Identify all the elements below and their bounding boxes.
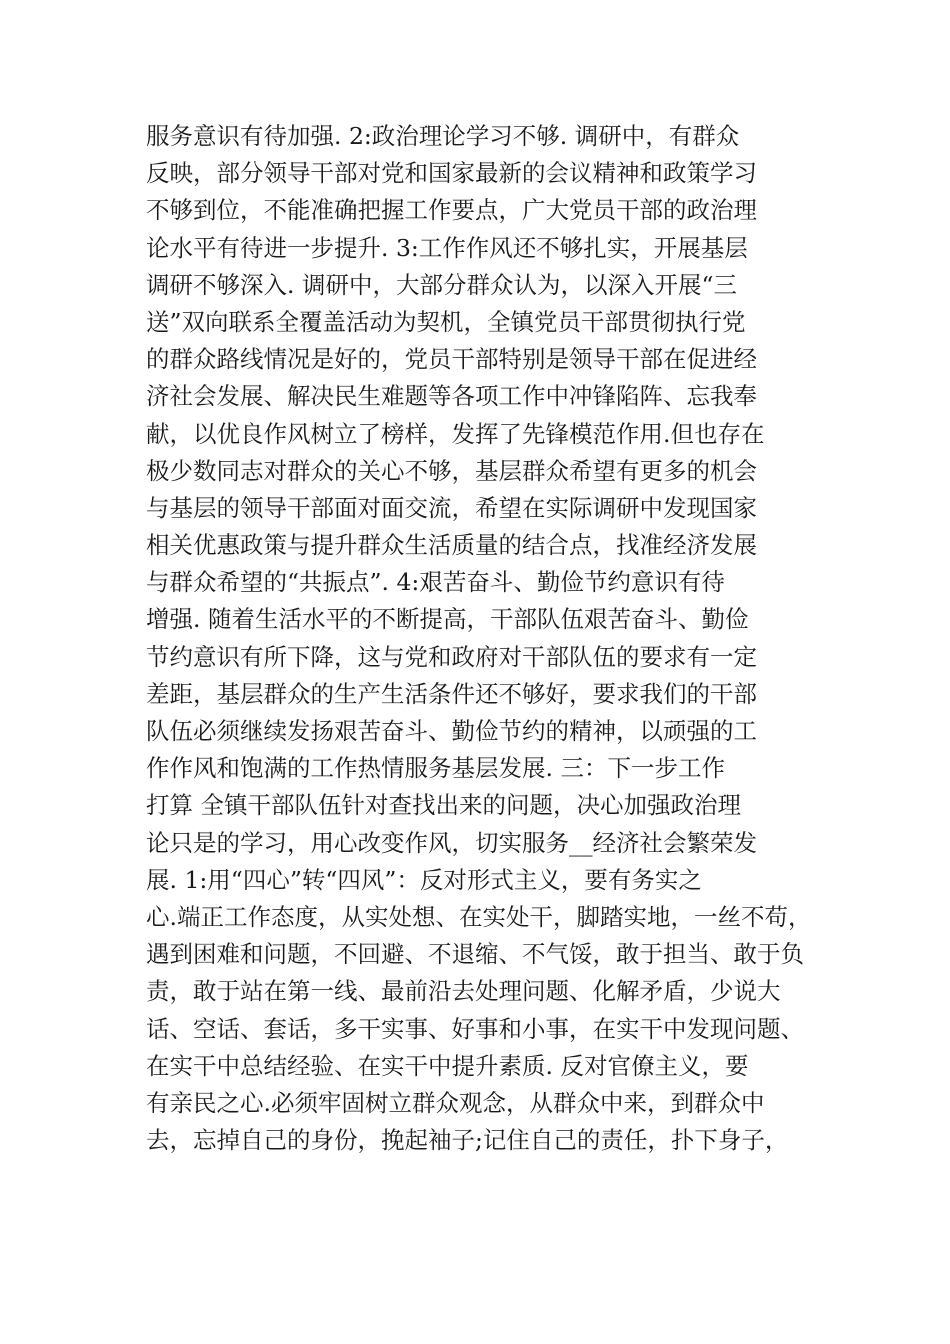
text-line: 打算 全镇干部队伍针对查找出来的问题，决心加强政治理 [146,791,741,820]
text-line: 在实干中总结经验、在实干中提升素质. 反对官僚主义，要 [146,1051,749,1080]
text-line: 与群众希望的“共振点”. 4:艰苦奋斗、勤俭节约意识有待 [146,568,725,597]
text-line: 增强. 随着生活水平的不断提高，干部队伍艰苦奋斗、勤俭 [146,605,749,634]
text-line: 队伍必须继续发扬艰苦奋斗、勤俭节约的精神，以顽强的工 [146,717,757,745]
text-line: 反映，部分领导干部对党和国家最新的会议精神和政策学习 [146,159,757,188]
text-line: 责，敢于站在第一线、最前沿去处理问题、化解矛盾，少说大 [146,977,781,1006]
text-line: 遇到困难和问题，不回避、不退缩、不气馁，敢于担当、敢于负 [146,940,804,969]
text-line: 服务意识有待加强. 2:政治理论学习不够. 调研中，有群众 [146,122,740,150]
text-line: 济社会发展、解决民生难题等各项工作中冲锋陷阵、忘我奉 [146,382,757,411]
text-line: 相关优惠政策与提升群众生活质量的结合点，找准经济发展 [146,531,757,560]
text-line: 不够到位，不能准确把握工作要点，广大党员干部的政治理 [146,196,757,225]
text-line: 作作风和饱满的工作热情服务基层发展. 三：下一步工作 [146,754,725,783]
text-line: 有亲民之心.必须牢固树立群众观念，从群众中来，到群众中 [146,1088,765,1117]
text-line: 的群众路线情况是好的，党员干部特别是领导干部在促进经 [146,345,757,374]
text-line: 去，忘掉自己的身份，挽起袖子;记住自己的责任，扑下身子， [146,1126,789,1155]
document-body [146,118,816,1159]
text-line: 话、空话、套话，多干实事、好事和小事，在实干中发现问题、 [146,1014,804,1043]
text-line: 极少数同志对群众的关心不够，基层群众希望有更多的机会 [146,456,757,485]
text-line: 论水平有待进一步提升. 3:工作作风还不够扎实，开展基层 [146,233,748,262]
text-line: 节约意识有所下降，这与党和政府对干部队伍的要求有一定 [146,642,757,671]
text-line: 调研不够深入. 调研中，大部分群众认为，以深入开展“三 [146,270,737,299]
text-line: 献，以优良作风树立了榜样，发挥了先锋模范作用.但也存在 [146,419,765,448]
text-line: 展. 1:用“四心”转“四风”：反对形式主义，要有务实之 [146,865,702,894]
text-line: 送”双向联系全覆盖活动为契机，全镇党员干部贯彻执行党 [146,307,746,336]
text-line: 心.端正工作态度，从实处想、在实处干，脚踏实地，一丝不苟， [146,902,812,931]
text-line: 差距，基层群众的生产生活条件还不够好，要求我们的干部 [146,679,757,708]
text-line: 论只是的学习，用心改变作风，切实服务__经济社会繁荣发 [146,828,757,857]
text-line: 与基层的领导干部面对面交流，希望在实际调研中发现国家 [146,493,757,522]
